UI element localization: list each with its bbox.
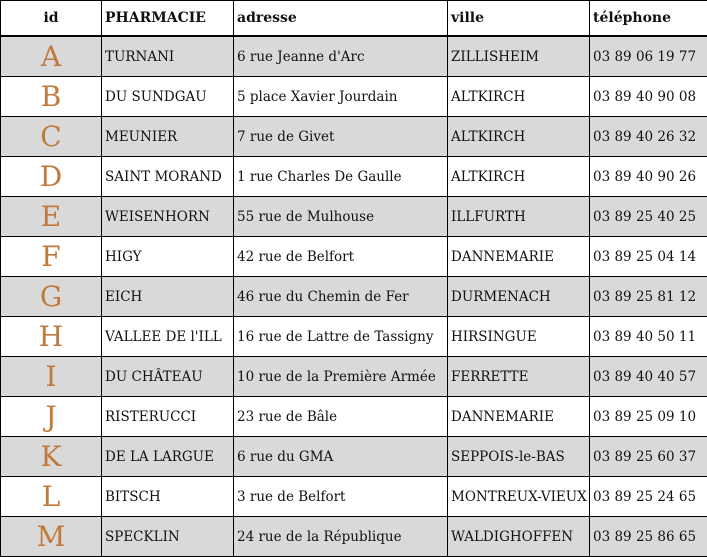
phone-number: 03 89 06 19 77 [590, 36, 707, 77]
table-header-row [1, 1, 707, 37]
city-cell: FERRETTE [448, 357, 590, 397]
address-cell: 42 rue de Belfort [234, 237, 448, 277]
pharmacy-name: BITSCH [102, 477, 234, 517]
pharmacy-name: EICH [102, 277, 234, 317]
address-cell: 23 rue de Bâle [234, 397, 448, 437]
header-adresse: adresse [234, 1, 448, 37]
phone-number: 03 89 40 90 26 [590, 157, 707, 197]
row-id-letter: G [1, 277, 102, 317]
pharmacy-name: HIGY [102, 237, 234, 277]
row-id-letter: F [1, 237, 102, 277]
table-body [1, 36, 707, 557]
pharmacy-name: VALLEE DE l'ILL [102, 317, 234, 357]
city-cell: ILLFURTH [448, 197, 590, 237]
row-id-letter: J [1, 397, 102, 437]
phone-number: 03 89 25 09 10 [590, 397, 707, 437]
city-cell: DANNEMARIE [448, 237, 590, 277]
row-id-letter: C [1, 117, 102, 157]
row-id-letter: M [1, 517, 102, 557]
table-row [1, 117, 707, 157]
row-id-letter: H [1, 317, 102, 357]
pharmacy-name: MEUNIER [102, 117, 234, 157]
phone-number: 03 89 25 60 37 [590, 437, 707, 477]
address-cell: 24 rue de la République [234, 517, 448, 557]
address-cell: 7 rue de Givet [234, 117, 448, 157]
table-row [1, 197, 707, 237]
address-cell: 10 rue de la Première Armée [234, 357, 448, 397]
phone-number: 03 89 40 40 57 [590, 357, 707, 397]
phone-number: 03 89 25 86 65 [590, 517, 707, 557]
address-cell: 1 rue Charles De Gaulle [234, 157, 448, 197]
city-cell: ALTKIRCH [448, 77, 590, 117]
pharmacy-name: DU SUNDGAU [102, 77, 234, 117]
city-cell: DURMENACH [448, 277, 590, 317]
city-cell: SEPPOIS-le-BAS [448, 437, 590, 477]
row-id-letter: A [1, 36, 102, 77]
header-ville: ville [448, 1, 590, 37]
phone-number: 03 89 25 04 14 [590, 237, 707, 277]
phone-number: 03 89 40 50 11 [590, 317, 707, 357]
address-cell: 16 rue de Lattre de Tassigny [234, 317, 448, 357]
row-id-letter: E [1, 197, 102, 237]
address-cell: 3 rue de Belfort [234, 477, 448, 517]
address-cell: 5 place Xavier Jourdain [234, 77, 448, 117]
header-pharmacie: PHARMACIE [102, 1, 234, 37]
pharmacy-name: RISTERUCCI [102, 397, 234, 437]
address-cell: 6 rue Jeanne d'Arc [234, 36, 448, 77]
address-cell: 55 rue de Mulhouse [234, 197, 448, 237]
pharmacy-name: TURNANI [102, 36, 234, 77]
phone-number: 03 89 25 40 25 [590, 197, 707, 237]
city-cell: HIRSINGUE [448, 317, 590, 357]
table-row [1, 237, 707, 277]
address-cell: 46 rue du Chemin de Fer [234, 277, 448, 317]
row-id-letter: D [1, 157, 102, 197]
phone-number: 03 89 40 90 08 [590, 77, 707, 117]
city-cell: WALDIGHOFFEN [448, 517, 590, 557]
city-cell: MONTREUX-VIEUX [448, 477, 590, 517]
table-row [1, 477, 707, 517]
row-id-letter: K [1, 437, 102, 477]
phone-number: 03 89 25 24 65 [590, 477, 707, 517]
header-telephone: téléphone [590, 1, 707, 37]
table-row [1, 437, 707, 477]
phone-number: 03 89 25 81 12 [590, 277, 707, 317]
table-row [1, 517, 707, 557]
pharmacy-name: SAINT MORAND [102, 157, 234, 197]
row-id-letter: B [1, 77, 102, 117]
phone-number: 03 89 40 26 32 [590, 117, 707, 157]
header-id: id [1, 1, 102, 37]
pharmacy-name: DE LA LARGUE [102, 437, 234, 477]
pharmacy-name: WEISENHORN [102, 197, 234, 237]
table-row [1, 317, 707, 357]
row-id-letter: L [1, 477, 102, 517]
city-cell: DANNEMARIE [448, 397, 590, 437]
city-cell: ALTKIRCH [448, 117, 590, 157]
table-row [1, 36, 707, 77]
table-row [1, 357, 707, 397]
address-cell: 6 rue du GMA [234, 437, 448, 477]
table-row [1, 277, 707, 317]
city-cell: ZILLISHEIM [448, 36, 590, 77]
pharmacy-name: SPECKLIN [102, 517, 234, 557]
row-id-letter: I [1, 357, 102, 397]
city-cell: ALTKIRCH [448, 157, 590, 197]
table-row [1, 77, 707, 117]
pharmacy-name: DU CHÂTEAU [102, 357, 234, 397]
table-row [1, 157, 707, 197]
table-row [1, 397, 707, 437]
